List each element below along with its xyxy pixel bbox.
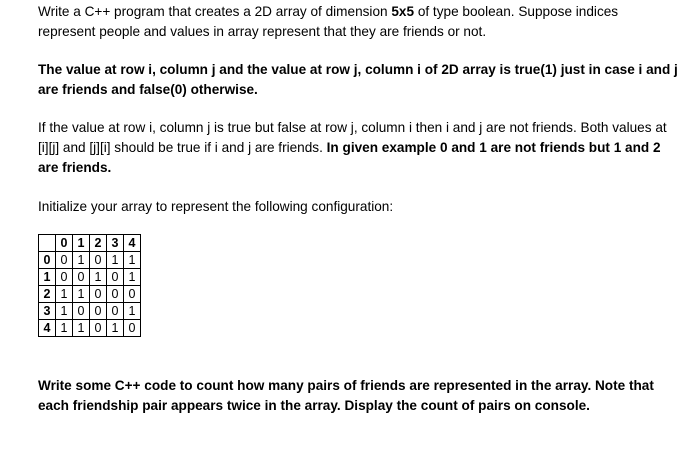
matrix-cell: 1 [56,320,73,337]
row-header: 2 [39,286,56,303]
matrix-cell: 0 [107,269,124,286]
matrix-cell: 1 [124,303,141,320]
intro-paragraph [38,2,678,42]
matrix-cell: 1 [124,269,141,286]
row-header: 0 [39,252,56,269]
matrix-cell: 1 [90,269,107,286]
matrix-cell: 0 [90,252,107,269]
matrix-cell: 1 [107,252,124,269]
symmetry-paragraph [38,118,678,178]
matrix-cell: 0 [56,269,73,286]
task-paragraph: Write some C++ code to count how many pairs of friends are represented in the array. Note that each friendship pair appears twice in the array. Display the count of pairs on console. [38,378,654,413]
column-header: 4 [124,235,141,252]
matrix-header-row [39,235,141,252]
friendship-rule-paragraph: The value at row i, column j and the value at row j, column i of 2D array is true(1) just in case i and j are friends and false(0) otherwise. [38,62,678,97]
initialize-instruction: Initialize your array to represent the following configuration: [38,199,394,214]
column-header: 0 [56,235,73,252]
column-header: 1 [73,235,90,252]
matrix-cell: 1 [73,252,90,269]
matrix-corner-cell [39,235,56,252]
matrix-cell: 1 [107,320,124,337]
intro-text-part2: of type boolean. Suppose indices represent people and values in array represent that they are friends or not. [38,4,619,39]
matrix-row [39,269,141,286]
matrix-cell: 0 [90,303,107,320]
matrix-cell: 1 [73,320,90,337]
column-header: 3 [107,235,124,252]
intro-text-part1: Write a C++ program that creates a 2D array of dimension [38,4,392,19]
row-header: 1 [39,269,56,286]
matrix-cell: 0 [107,286,124,303]
friendship-matrix [38,234,141,337]
column-header: 2 [90,235,107,252]
symmetry-text: If the value at row i, column j is true but false at row j, column i then i and j are not friends. Both values at [i][j] and [j][i] should be true if i and j are friends. [38,120,667,155]
matrix-cell: 0 [73,303,90,320]
matrix-cell: 1 [56,303,73,320]
array-dimension-text: 5x5 [391,4,415,19]
matrix-cell: 1 [124,252,141,269]
row-header: 3 [39,303,56,320]
matrix-cell: 0 [90,286,107,303]
matrix-cell: 0 [73,269,90,286]
matrix-row [39,252,141,269]
matrix-cell: 0 [107,303,124,320]
matrix-row [39,286,141,303]
matrix-cell: 0 [124,286,141,303]
matrix-cell: 0 [124,320,141,337]
matrix-row [39,320,141,337]
matrix-cell: 1 [73,286,90,303]
row-header: 4 [39,320,56,337]
matrix-cell: 0 [90,320,107,337]
matrix-cell: 0 [56,252,73,269]
matrix-row [39,303,141,320]
example-text: In given example 0 and 1 are not friends but 1 and 2 are friends. [38,140,661,175]
matrix-cell: 1 [56,286,73,303]
